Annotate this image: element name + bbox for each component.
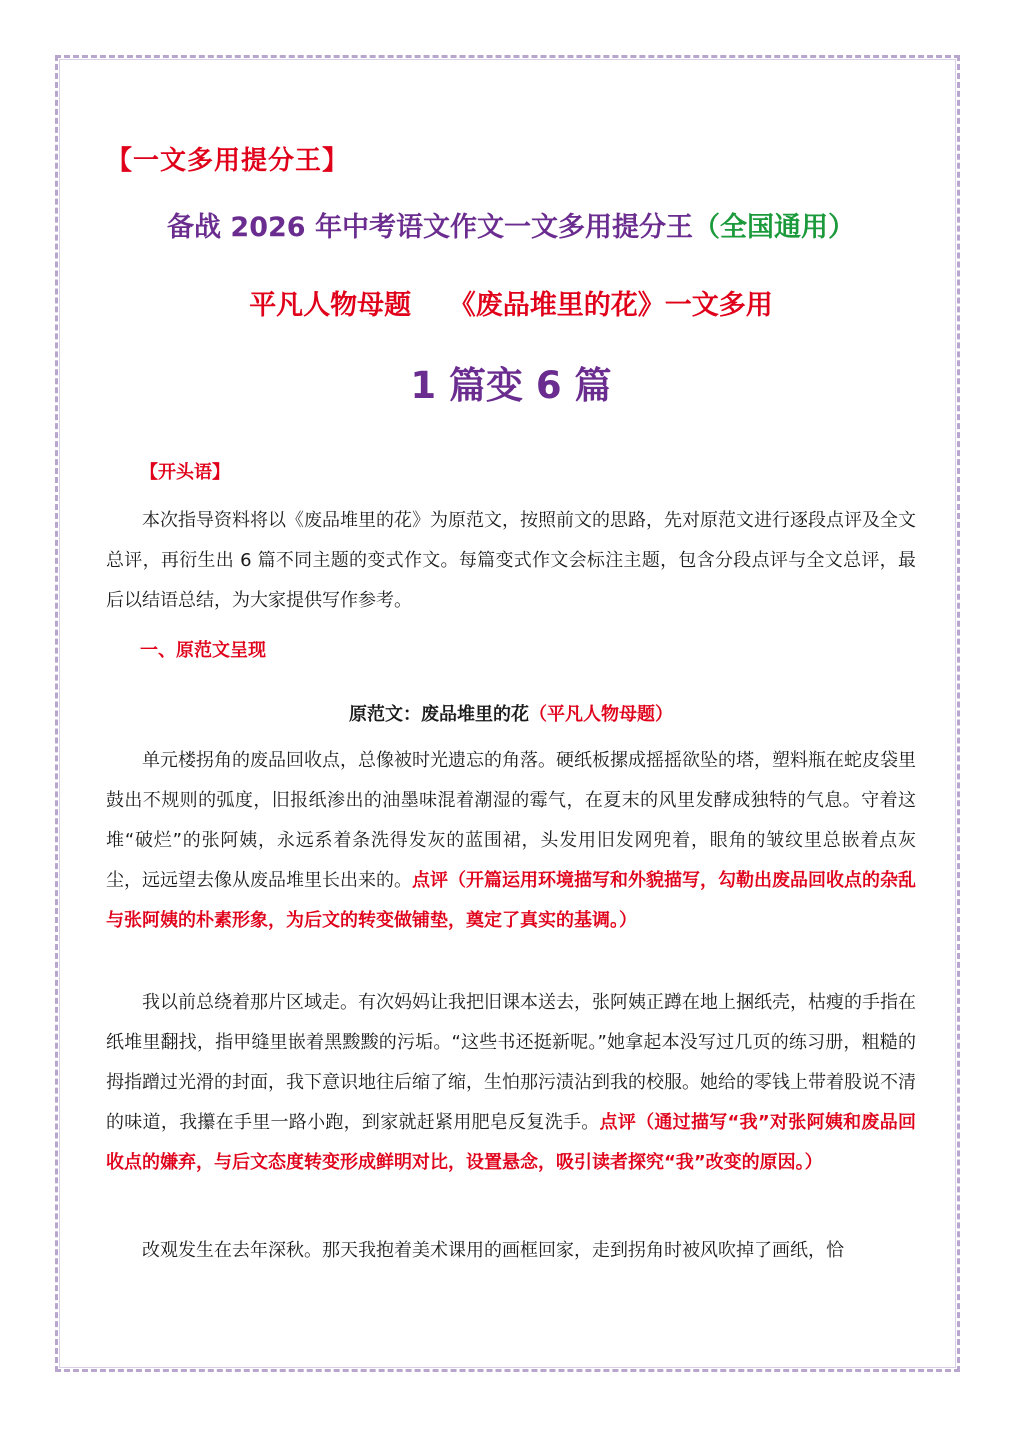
paragraph-text: 单元楼拐角的废品回收点，总像被时光遗忘的角落。硬纸板摞成摇摇欲坠的塔，塑料瓶在蛇皮袋里鼓出不规则的弧度，旧报纸渗出的油墨味混着潮湿的霉气，在夏末的风里发酵成独特的气息。守着这堆“破烂”的张阿姨，永远系着条洗得发灰的蓝围裙，头发用旧发网兜着，眼角的皱纹里总嵌着点灰尘，远远望去像从废品堆里长出来的。 <box>106 750 916 891</box>
essay-title-text: 原范文：废品堆里的花 <box>349 704 529 725</box>
paragraph-text: 改观发生在去年深秋。那天我抱着美术课用的画框回家，走到拐角时被风吹掉了画纸，恰 <box>142 1240 844 1261</box>
intro-tag: 【开头语】 <box>140 462 230 483</box>
main-title-accent: （全国通用） <box>692 212 855 243</box>
brand-tag: 【一文多用提分王】 <box>106 146 350 176</box>
essay-paragraph-2 <box>106 983 916 1183</box>
essay-paragraph-3 <box>106 1231 916 1271</box>
paragraph-comment: 点评（开篇运用环境描写和外貌描写，勾勒出废品回收点的杂乱与张阿姨的朴素形象，为后文的转变做铺垫，奠定了真实的基调。） <box>106 870 916 931</box>
paragraph-comment: 点评（通过描写“我”对张阿姨和废品回收点的嫌弃，与后文态度转变形成鲜明对比，设置悬念，吸引读者探究“我”改变的原因。） <box>106 1112 916 1173</box>
essay-theme: （平凡人物母题） <box>529 704 673 725</box>
intro-paragraph: 本次指导资料将以《废品堆里的花》为原范文，按照前文的思路，先对原范文进行逐段点评及全文总评，再衍生出 6 篇不同主题的变式作文。每篇变式作文会标注主题，包含分段点评与全文总评，最后以结语总结，为大家提供写作参考。 <box>106 510 916 611</box>
paragraph-text: 我以前总绕着那片区域走。有次妈妈让我把旧课本送去，张阿姨正蹲在地上捆纸壳，枯瘦的手指在纸堆里翻找，指甲缝里嵌着黑黢黢的污垢。“这些书还挺新呢。”她拿起本没写过几页的练习册，粗糙的拇指蹭过光滑的封面，我下意识地往后缩了缩，生怕那污渍沾到我的校服。她给的零钱上带着股说不清的味道，我攥在手里一路小跑，到家就赶紧用肥皂反复洗手。 <box>106 992 916 1133</box>
main-title <box>106 205 916 244</box>
main-title-text: 备战 2026 年中考语文作文一文多用提分王 <box>167 212 693 243</box>
section-heading: 一、原范文呈现 <box>140 640 266 661</box>
essay-title <box>106 700 916 726</box>
big-title: 1 篇变 6 篇 <box>410 364 612 407</box>
essay-paragraph-1 <box>106 741 916 941</box>
sub-title: 平凡人物母题 《废品堆里的花》一文多用 <box>249 290 773 321</box>
